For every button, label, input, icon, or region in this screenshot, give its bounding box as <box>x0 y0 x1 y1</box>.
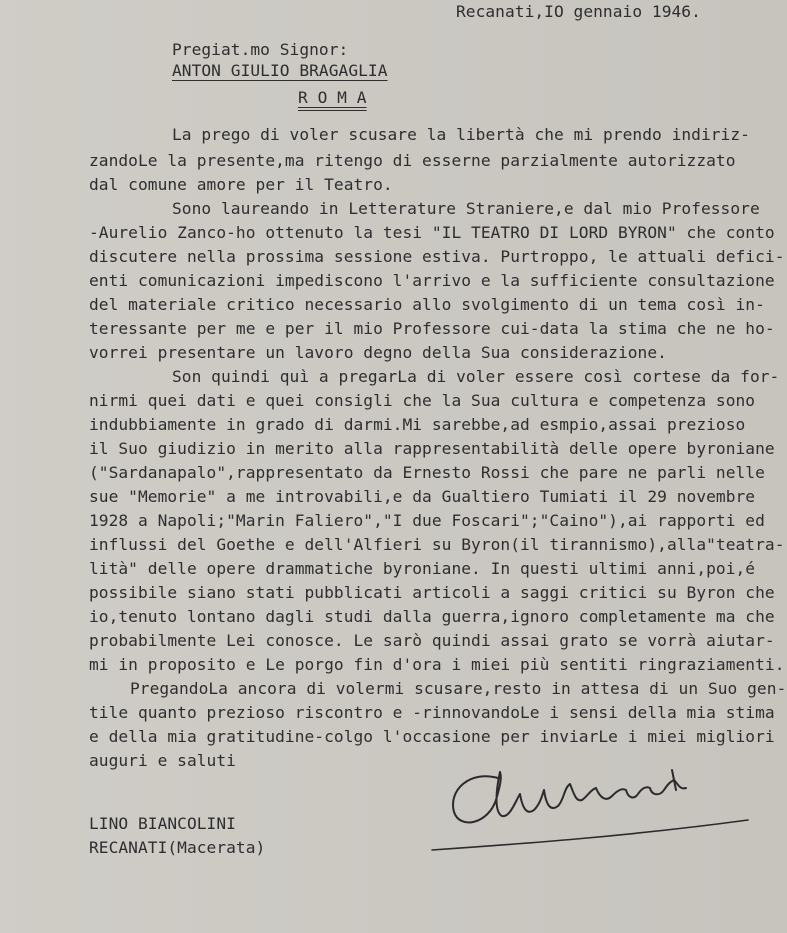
body-line: nirmi quei dati e quei consigli che la Sua cultura e competenza sono <box>89 391 756 410</box>
sender-address: RECANATI(Macerata) <box>89 838 266 857</box>
body-line: enti comunicazioni impediscono l'arrivo e la sufficiente consultazione <box>89 271 775 290</box>
body-line: La prego di voler scusare la libertà che mi prendo indiriz- <box>172 125 750 144</box>
body-line: -Aurelio Zanco-ho ottenuto la tesi "IL TEATRO DI LORD BYRON" che conto <box>89 223 775 242</box>
body-line: tile quanto prezioso riscontro e -rinnovandoLe i sensi della mia stima <box>89 703 775 722</box>
salutation: Pregiat.mo Signor: <box>172 40 349 59</box>
body-line: zandoLe la presente,ma ritengo di esserne parzialmente autorizzato <box>89 151 736 170</box>
body-line: discutere nella prossima sessione estiva. Purtroppo, le attuali defici- <box>89 247 785 266</box>
body-line: PregandoLa ancora di volermi scusare,resto in attesa di un Suo gen- <box>130 679 787 698</box>
signature-strokes <box>432 770 748 850</box>
handwritten-signature <box>430 760 760 860</box>
body-line: possibile siano stati pubblicati articoli a saggi critici su Byron che <box>89 583 775 602</box>
body-line: dal comune amore per il Teatro. <box>89 175 393 194</box>
letter-date: Recanati,IO gennaio 1946. <box>456 2 701 21</box>
body-line: il Suo giudizio in merito alla rappresentabilità delle opere byroniane <box>89 439 775 458</box>
body-line: Son quindi quì a pregarLa di voler essere così cortese da for- <box>172 367 780 386</box>
body-line: del materiale critico necessario allo svolgimento di un tema così in- <box>89 295 765 314</box>
sender-name: LINO BIANCOLINI <box>89 814 236 833</box>
body-line: Sono laureando in Letterature Straniere,e dal mio Professore <box>172 199 760 218</box>
body-line: e della mia gratitudine-colgo l'occasione per inviarLe i miei migliori <box>89 727 775 746</box>
body-line: indubbiamente in grado di darmi.Mi sarebbe,ad esmpio,assai prezioso <box>89 415 746 434</box>
recipient-name: ANTON GIULIO BRAGAGLIA <box>172 61 388 80</box>
body-line: sue "Memorie" a me introvabili,e da Gualtiero Tumiati il 29 novembre <box>89 487 756 506</box>
body-line: ("Sardanapalo",rappresentato da Ernesto Rossi che pare ne parli nelle <box>89 463 765 482</box>
body-line: influssi del Goethe e dell'Alfieri su Byron(il tirannismo),alla"teatra- <box>89 535 785 554</box>
body-line: 1928 a Napoli;"Marin Faliero","I due Foscari";"Caino"),ai rapporti ed <box>89 511 765 530</box>
body-line: vorrei presentare un lavoro degno della Sua considerazione. <box>89 343 667 362</box>
body-line: mi in proposito e Le porgo fin d'ora i miei più sentiti ringraziamenti. <box>89 655 785 674</box>
body-line: teressante per me e per il mio Professore cui-data la stima che ne ho- <box>89 319 775 338</box>
body-line: probabilmente Lei conosce. Le sarò quindi assai grato se vorrà aiutar- <box>89 631 775 650</box>
body-line: auguri e saluti <box>89 751 236 770</box>
body-line: lità" delle opere drammatiche byroniane. In questi ultimi anni,poi,é <box>89 559 756 578</box>
recipient-city: R O M A <box>298 88 367 107</box>
body-line: io,tenuto lontano dagli studi dalla guerra,ignoro completamente ma che <box>89 607 775 626</box>
